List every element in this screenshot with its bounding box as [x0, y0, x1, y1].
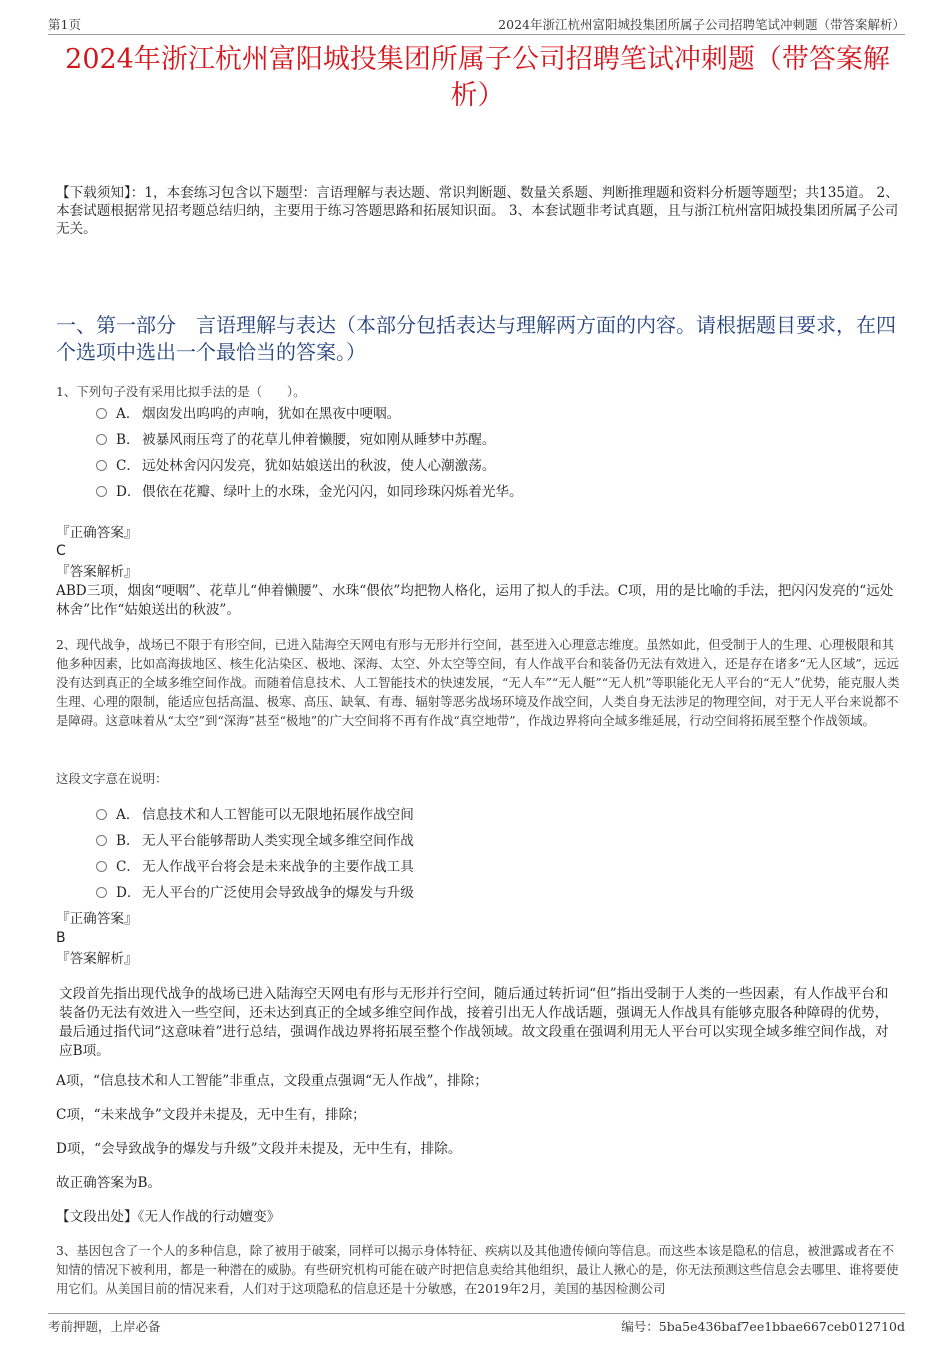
radio-icon[interactable] [96, 887, 107, 898]
analysis-label: 『答案解析』 [56, 951, 138, 967]
option-b[interactable]: B． 被暴风雨压弯了的花草儿伸着懒腰，宛如刚从睡梦中苏醒。 [96, 427, 523, 453]
page-footer [48, 1313, 905, 1334]
radio-icon[interactable] [96, 460, 107, 471]
download-notice: 【下载须知】：1，本套练习包含以下题型：言语理解与表达题、常识判断题、数量关系题、判断推理题和资料分析题等题型；共135道。 2、本套试题根据常见招考题总结归纳，主要用于练习答题思路和拓展知识面。 3、本套试题非考试真题，且与浙江杭州富阳城投集团所属子公司无关。 [56, 185, 899, 237]
correct-answer-label: 『正确答案』 [56, 525, 138, 541]
radio-icon[interactable] [96, 835, 107, 846]
question-2-options [96, 802, 414, 906]
option-c[interactable]: C． 远处林舍闪闪发亮，犹如姑娘送出的秋波，使人心潮激荡。 [96, 453, 523, 479]
question-2-analysis-main: 文段首先指出现代战争的战场已进入陆海空天网电有形与无形并行空间，随后通过转折词“但”指出受制于人类的一些因素，有人作战平台和装备仍无法有效进入一些空间，还未达到真正的全域多维空间作战，接着引出无人作战话题，强调无人作战具有能够克服各种障碍的优势，最后通过指代词“这意味着”进行总结，强调作战边界将拓展至整个作战领域。故文段重在强调利用无人平台可以实现全域多维空间作战，对应B项。 [59, 986, 889, 1059]
question-2-analysis-c: C项，“未来战争”文段并未提及，无中生有，排除； [56, 1107, 366, 1123]
option-d[interactable]: D． 无人平台的广泛使用会导致战争的爆发与升级 [96, 880, 414, 906]
question-3-stem: 3、基因包含了一个人的多种信息，除了被用于破案，同样可以揭示身体特征、疾病以及其他遗传倾向等信息。而这些本该是隐私的信息，被泄露或者在不知情的情况下被利用，都是一种潜在的威胁。有些研究机构可能在破产时把信息卖给其他组织，最让人揪心的是，你无法预测这些信息会去哪里、谁将要使用它们。从美国目前的情况来看，人们对于这项隐私的信息还是十分敏感，在2019年2月，美国的基因检测公司 [56, 1243, 899, 1296]
option-a[interactable]: A． 信息技术和人工智能可以无限地拓展作战空间 [96, 802, 414, 828]
question-2-analysis-a: A项，“信息技术和人工智能”非重点，文段重点强调“无人作战”，排除； [56, 1073, 488, 1089]
question-2-analysis-d: D项，“会导致战争的爆发与升级”文段并未提及，无中生有，排除。 [56, 1141, 462, 1157]
radio-icon[interactable] [96, 809, 107, 820]
question-1-options [96, 401, 523, 505]
radio-icon[interactable] [96, 486, 107, 497]
question-2-prompt: 这段文字意在说明： [56, 771, 168, 786]
radio-icon[interactable] [96, 408, 107, 419]
correct-answer-value: B [56, 930, 66, 946]
correct-answer-label: 『正确答案』 [56, 911, 138, 927]
analysis-label: 『答案解析』 [56, 564, 138, 580]
option-c[interactable]: C． 无人作战平台将会是未来战争的主要作战工具 [96, 854, 414, 880]
question-1-stem: 1、下列句子没有采用比拟手法的是（ ）。 [56, 384, 306, 399]
header-doc-title: 2024年浙江杭州富阳城投集团所属子公司招聘笔试冲刺题（带答案解析） [498, 17, 905, 32]
option-b[interactable]: B． 无人平台能够帮助人类实现全域多维空间作战 [96, 828, 414, 854]
option-a[interactable]: A． 烟囱发出呜呜的声响，犹如在黑夜中哽咽。 [96, 401, 523, 427]
question-2-source: 【文段出处】《无人作战的行动嬗变》 [56, 1209, 281, 1225]
footer-doc-id: 编号：5ba5e436baf7ee1bbae667ceb012710d [621, 1319, 905, 1334]
question-2-conclusion: 故正确答案为B。 [56, 1175, 162, 1191]
radio-icon[interactable] [96, 861, 107, 872]
radio-icon[interactable] [96, 434, 107, 445]
question-2-stem: 2、现代战争，战场已不限于有形空间，已进入陆海空天网电有形与无形并行空间，甚至进入心理意志维度。虽然如此，但受制于人的生理、心理极限和其他多种因素，比如高海拔地区、核生化沾染区、极地、深海、太空、外太空等空间，有人作战平台和装备仍无法有效进入，还是存在诸多“无人区域”，远远没有达到真正的全域多维空间作战。而随着信息技术、人工智能技术的快速发展，“无人车”“无人艇”“无人机”等职能化无人平台的“无人”优势，能克服人类生理、心理的限制，能适应包括高温、极寒、高压、缺氧、有毒、辐射等恶劣战场环境及作战空间，人类自身无法涉足的物理空间，对于无人平台来说都不是障碍。这意味着从“太空”到“深海”甚至“极地”的广大空间将不再有作战“真空地带”，作战边界将向全域多维延展，行动空间将拓展至整个作战领域。 [56, 637, 900, 728]
document-title: 2024年浙江杭州富阳城投集团所属子公司招聘笔试冲刺题（带答案解析） [65, 44, 890, 111]
section-title: 一、第一部分 言语理解与表达（本部分包括表达与理解两方面的内容。请根据题目要求，在四个选项中选出一个最恰当的答案。） [56, 313, 896, 364]
correct-answer-value: C [56, 543, 66, 559]
footer-slogan: 考前押题，上岸必备 [48, 1319, 161, 1334]
page-number: 第1页 [48, 17, 81, 32]
question-1-analysis: ABD三项，烟囱“哽咽”、花草儿“伸着懒腰”、水珠“偎依”均把物人格化，运用了拟人的手法。C项，用的是比喻的手法，把闪闪发亮的“远处林舍”比作“姑娘送出的秋波”。 [56, 583, 894, 618]
page-header [48, 12, 905, 35]
option-d[interactable]: D． 偎依在花瓣、绿叶上的水珠，金光闪闪，如同珍珠闪烁着光华。 [96, 479, 523, 505]
